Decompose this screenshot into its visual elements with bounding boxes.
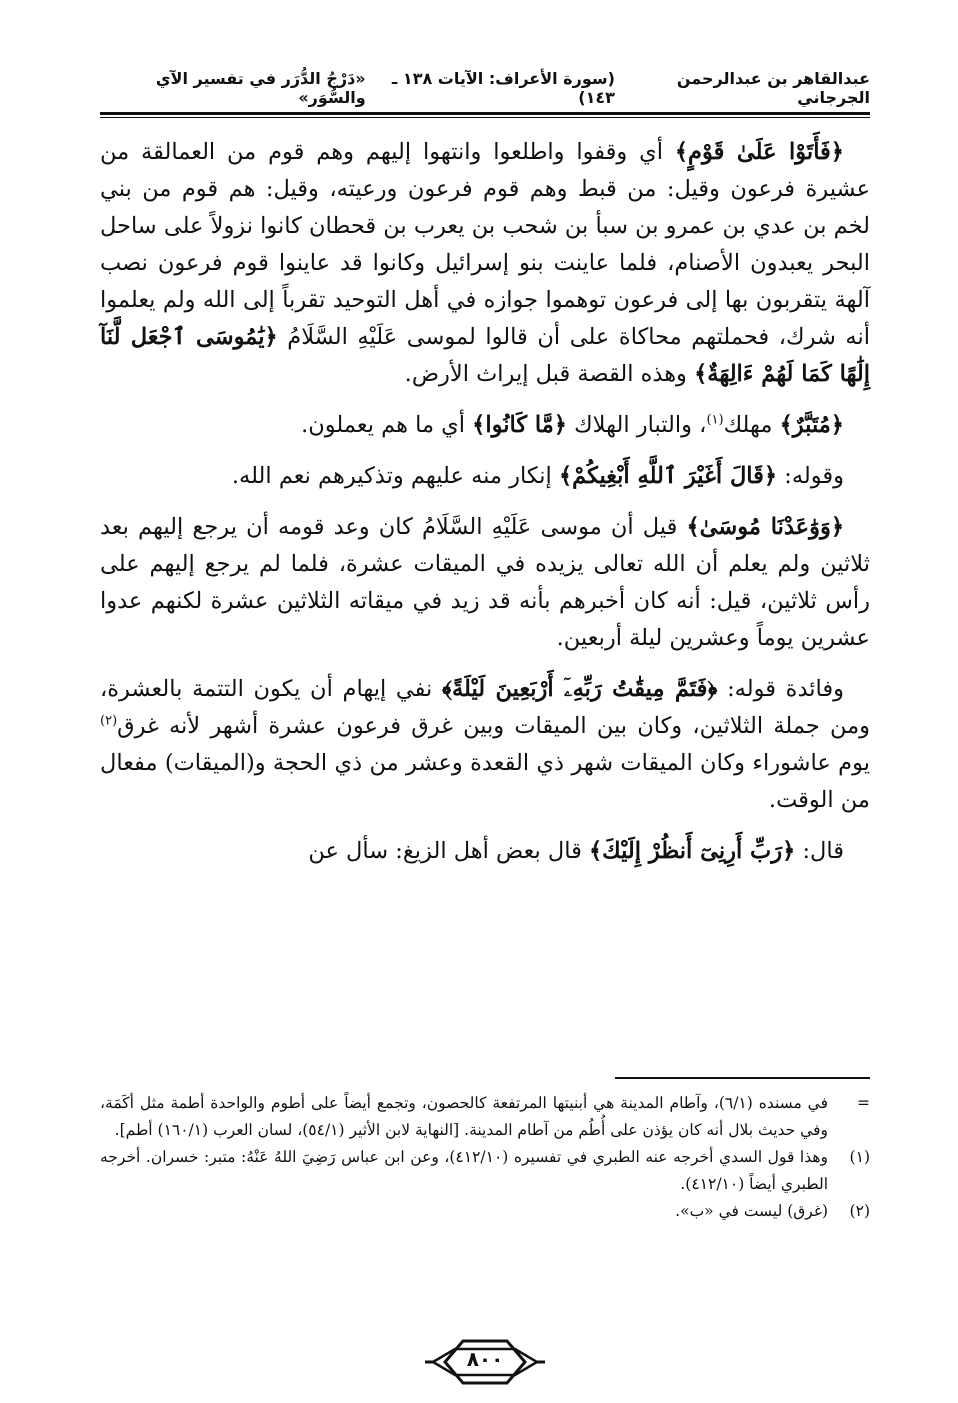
quran-quote: ﴿مُتَبَّرٌ﴾ (779, 412, 844, 438)
paragraph (100, 833, 870, 870)
paragraph (100, 509, 870, 657)
quran-quote: ﴿فَتَمَّ مِيقَٰتُ رَبِّهِۦٓ أَرْبَعِينَ لَيْلَةً﴾ (442, 676, 718, 702)
text-run: وفائدة قوله: (717, 676, 844, 702)
footnote (100, 1198, 870, 1225)
footnote (100, 1090, 870, 1144)
paragraph (100, 407, 870, 444)
footnote-ref: (٢) (100, 713, 118, 729)
footnote-text: (غرق) ليست في «ب». (675, 1202, 828, 1220)
quran-quote: ﴿يَٰمُوسَى ٱجْعَل لَّنَآ إِلَٰهًا كَمَا لَهُمْ ءَالِهَةٌ﴾ (100, 324, 870, 387)
quran-quote: ﴿مَّا كَانُوا﴾ (472, 412, 567, 438)
footnote-separator (615, 1077, 870, 1079)
header-author: عبدالقاهر بن عبدالرحمن الجرجاني (676, 69, 870, 107)
page-number-ornament (425, 1335, 545, 1389)
text-run: يوم عاشوراء وكان الميقات شهر ذي القعدة وعشر من ذي الحجة و(الميقات) مفعال من الوقت. (100, 750, 870, 813)
text-run: قال بعض أهل الزيغ: سأل عن (308, 838, 589, 864)
header-rule (100, 112, 870, 115)
header-section: (سورة الأعراف: الآيات ١٣٨ ـ ١٤٣) (391, 69, 615, 107)
text-run: وهذه القصة قبل إيراث الأرض. (404, 361, 695, 387)
footnote-ref: (١) (706, 412, 724, 428)
header-book-title: «دَرْجُ الدُّرَر في تفسير الآي والسُّوَر» (155, 69, 366, 107)
footnotes (100, 1090, 870, 1225)
paragraph (100, 671, 870, 819)
text-run: وقوله: (777, 463, 844, 489)
quran-quote: ﴿فَأَتَوْا عَلَىٰ قَوْمٍ﴾ (674, 139, 844, 165)
text-run: نفي إيهام أن يكون التتمة بالعشرة، ومن جملة الثلاثين، وكان بين الميقات وبين غرق فرعون عشرة أشهر لأنه غرق (100, 676, 870, 739)
text-run: أي ما هم يعملون. (301, 412, 473, 438)
quran-quote: ﴿وَوَٰعَدْنَا مُوسَىٰ﴾ (686, 514, 844, 540)
running-header (100, 68, 870, 108)
footnote-number: (١) (849, 1148, 870, 1166)
quran-quote: ﴿قَالَ أَغَيْرَ ٱللَّهِ أَبْغِيكُمْ﴾ (558, 463, 778, 489)
quran-quote: ﴿رَبِّ أَرِنِىٓ أَنظُرْ إِلَيْكَ﴾ (589, 838, 796, 864)
text-run: قيل أن موسى عَلَيْهِ السَّلَامُ كان وعد قومه أن يرجع إليهم بعد ثلاثين ولم يعلم أن الله تعالى يزيده في الميقات عشرة، فلما لم يرجع إليهم على رأس ثلاثين، قيل: أنه كان أخبرهم بأنه قد زيد في ميقاته الثلاثين عشرة لكنهم عدوا عشرين يوماً وعشرين ليلة أربعين. (100, 514, 870, 651)
footnote-text: في مسنده (٦/١)، وآطام المدينة هي أبنيتها المرتفعة كالحصون، وتجمع أيضاً على أطوم والواحدة أطمة مثل أكَمَة، وفي حديث بلال أنه كان يؤذن على أُطُم من آطام المدينة. [النهاية لابن الأثير (٥٤/١)، لسان العرب (١٦٠/١) أطم]. (100, 1094, 828, 1139)
text-run: مهلك (723, 412, 780, 438)
paragraph (100, 134, 870, 393)
footnote (100, 1144, 870, 1198)
footnote-number: (٢) (849, 1202, 870, 1220)
footnote-number: = (857, 1094, 870, 1112)
text-run: إنكار منه عليهم وتذكيرهم نعم الله. (231, 463, 559, 489)
paragraph (100, 458, 870, 495)
text-run: ، والتبار الهلاك (566, 412, 707, 438)
page-number: ٨٠٠ (466, 1347, 504, 1371)
main-text (100, 134, 870, 884)
text-run: قال: (795, 838, 844, 864)
text-run: أي وقفوا واطلعوا وانتهوا إليهم وهم قوم من العمالقة من عشيرة فرعون وقيل: من قبط وهم قوم فرعون ورعيته، وقيل: هم قوم من بني لخم بن عدي بن عمرو بن سبأ بن شحب بن يعرب بن قحطان كانوا نزولاً على ساحل البحر يعبدون الأصنام، فلما عاينت بنو إسرائيل وكانوا قد عاينوا قوم فرعون نصب آلهة يتقربون بها إلى فرعون توهموا جوازه في أهل التوحيد تقرباً إلى الله ولم يعلموا أنه شرك، فحملتهم محاكاة على أن قالوا لموسى عَلَيْهِ السَّلَامُ (100, 139, 870, 350)
header-rule-thin (100, 117, 870, 118)
book-page (100, 60, 870, 1380)
footnote-text: وهذا قول السدي أخرجه عنه الطبري في تفسيره (٤١٢/١٠)، وعن ابن عباس رَضِيَ اللهُ عَنْهُ: متبر: خسران. أخرجه الطبري أيضاً (٤١٢/١٠). (100, 1148, 829, 1193)
